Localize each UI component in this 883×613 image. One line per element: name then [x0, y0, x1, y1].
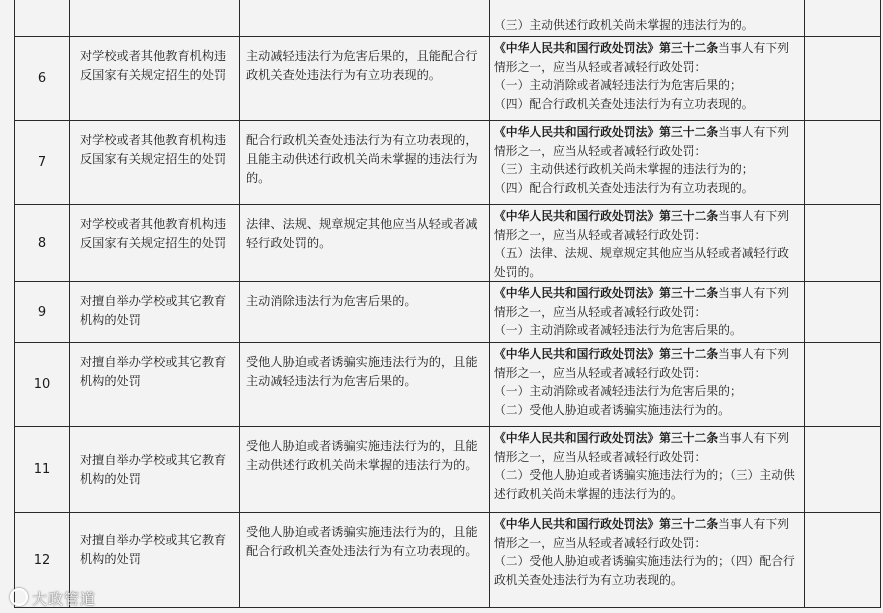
law-cell — [490, 0, 805, 37]
law-clause: （三）主动供述行政机关尚未掌握的违法行为的； — [494, 162, 754, 176]
law-text: 当事人有下列情形之一，应当从轻或者减轻行政处罚： — [494, 209, 789, 242]
law-text: 当事人有下列情形之一，应当从轻或者减轻行政处罚： — [494, 286, 789, 319]
row-number — [15, 0, 70, 37]
law-title: 《中华人民共和国行政处罚法》第三十二条 — [494, 209, 719, 223]
condition-cell: 受他人胁迫或者诱骗实施违法行为的，且能主动减轻违法行为危害后果的。 — [240, 343, 490, 427]
law-text: 当事人有下列情形之一，应当从轻或者减轻行政处罚： — [494, 347, 789, 380]
row-number: 8 — [15, 205, 70, 282]
table-row — [15, 121, 881, 205]
law-clause: （三）主动供述行政机关尚未掌握的违法行为的。 — [494, 17, 754, 32]
empty-cell — [805, 205, 881, 282]
law-text: 当事人有下列情形之一，应当从轻或者减轻行政处罚： — [494, 431, 789, 464]
law-cell — [490, 205, 805, 282]
empty-cell — [805, 282, 881, 343]
law-text: 当事人有下列情形之一，应当从轻或者减轻行政处罚： — [494, 125, 789, 158]
condition-cell: 受他人胁迫或者诱骗实施违法行为的，且能主动供述行政机关尚未掌握的违法行为的。 — [240, 427, 490, 513]
row-number: 11 — [15, 427, 70, 513]
law-clause: （二）受他人胁迫或者诱骗实施违法行为的；（四）配合行政机关查处违法行为有立功表现的。 — [494, 554, 795, 587]
law-cell — [490, 37, 805, 121]
law-title: 《中华人民共和国行政处罚法》第三十二条 — [494, 286, 719, 300]
law-clause: （一）主动消除或者减轻违法行为危害后果的； — [494, 384, 742, 398]
condition-cell: 主动减轻违法行为危害后果的，且能配合行政机关查处违法行为有立功表现的。 — [240, 37, 490, 121]
law-clause: （四）配合行政机关查处违法行为有立功表现的。 — [494, 180, 754, 195]
item-cell — [70, 0, 240, 37]
condition-cell: 主动消除违法行为危害后果的。 — [240, 282, 490, 343]
table-row — [15, 205, 881, 282]
item-cell: 对学校或者其他教育机构违反国家有关规定招生的处罚 — [70, 37, 240, 121]
law-text: 当事人有下列情形之一，应当从轻或者减轻行政处罚： — [494, 41, 789, 74]
law-cell — [490, 343, 805, 427]
table-row — [15, 427, 881, 513]
law-text: 当事人有下列情形之一，应当从轻或者减轻行政处罚： — [494, 517, 789, 550]
empty-cell — [805, 513, 881, 608]
empty-cell — [805, 0, 881, 37]
row-number: 9 — [15, 282, 70, 343]
law-clause: （四）配合行政机关查处违法行为有立功表现的。 — [494, 96, 754, 111]
law-title: 《中华人民共和国行政处罚法》第三十二条 — [494, 517, 719, 531]
law-title: 《中华人民共和国行政处罚法》第三十二条 — [494, 41, 719, 55]
row-number: 12 — [15, 513, 70, 608]
watermark — [10, 588, 96, 609]
table-row — [15, 37, 881, 121]
row-number: 6 — [15, 37, 70, 121]
condition-cell: 法律、法规、规章规定其他应当从轻或者减轻行政处罚的。 — [240, 205, 490, 282]
empty-cell — [805, 343, 881, 427]
item-cell: 对擅自举办学校或其它教育机构的处罚 — [70, 343, 240, 427]
law-clause: （二）受他人胁迫或者诱骗实施违法行为的。 — [494, 402, 730, 417]
law-title: 《中华人民共和国行政处罚法》第三十二条 — [494, 431, 719, 445]
condition-cell — [240, 0, 490, 37]
law-title: 《中华人民共和国行政处罚法》第三十二条 — [494, 125, 719, 139]
condition-cell: 受他人胁迫或者诱骗实施违法行为的，且能配合行政机关查处违法行为有立功表现的。 — [240, 513, 490, 608]
law-cell — [490, 513, 805, 608]
watermark-text: 大政管道 — [32, 590, 97, 608]
law-clause: （一）主动消除或者减轻违法行为危害后果的； — [494, 78, 742, 92]
law-clause: （五）法律、法规、规章规定其他应当从轻或者减轻行政处罚的。 — [494, 246, 789, 279]
law-title: 《中华人民共和国行政处罚法》第三十二条 — [494, 347, 719, 361]
watermark-logo-icon — [10, 588, 28, 606]
table-row — [15, 513, 881, 608]
table-row — [15, 282, 881, 343]
law-cell — [490, 282, 805, 343]
item-cell: 对学校或者其他教育机构违反国家有关规定招生的处罚 — [70, 121, 240, 205]
table-row — [15, 343, 881, 427]
condition-cell: 配合行政机关查处违法行为有立功表现的，且能主动供述行政机关尚未掌握的违法行为的。 — [240, 121, 490, 205]
row-number: 10 — [15, 343, 70, 427]
table-row — [15, 0, 881, 37]
empty-cell — [805, 37, 881, 121]
empty-cell — [805, 427, 881, 513]
law-clause: （二）受他人胁迫或者诱骗实施违法行为的；（三）主动供述行政机关尚未掌握的违法行为的。 — [494, 468, 795, 501]
row-number: 7 — [15, 121, 70, 205]
law-cell — [490, 121, 805, 205]
penalty-table — [14, 0, 881, 608]
item-cell: 对学校或者其他教育机构违反国家有关规定招生的处罚 — [70, 205, 240, 282]
item-cell: 对擅自举办学校或其它教育机构的处罚 — [70, 282, 240, 343]
empty-cell — [805, 121, 881, 205]
law-cell — [490, 427, 805, 513]
law-clause: （一）主动消除或者减轻违法行为危害后果的。 — [494, 323, 742, 337]
item-cell: 对擅自举办学校或其它教育机构的处罚 — [70, 427, 240, 513]
item-cell: 对擅自举办学校或其它教育机构的处罚 — [70, 513, 240, 608]
